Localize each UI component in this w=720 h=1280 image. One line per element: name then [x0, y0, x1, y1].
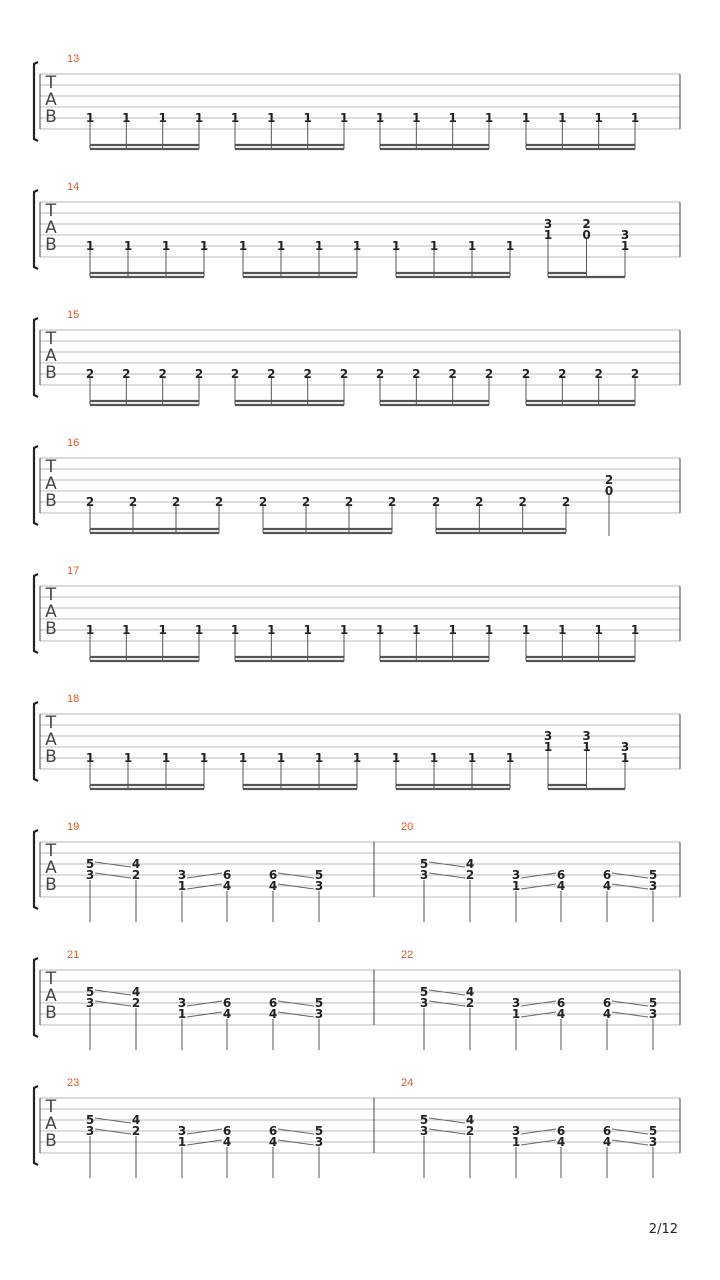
fret-number: 3	[177, 868, 187, 882]
fret-number: 1	[123, 239, 133, 253]
fret-number: 1	[448, 623, 457, 637]
fret-number: 1	[123, 751, 133, 765]
fret-number: 4	[465, 985, 475, 999]
fret-number: 4	[465, 857, 475, 871]
tab-clef-b: B	[45, 747, 57, 767]
fret-number: 1	[238, 751, 248, 765]
fret-number: 1	[177, 879, 187, 893]
fret-number: 1	[582, 740, 591, 754]
measure-number: 19	[67, 821, 80, 833]
fret-number: 1	[391, 239, 401, 253]
fret-number: 1	[199, 239, 209, 253]
fret-number: 6	[556, 868, 566, 882]
fret-number: 0	[582, 228, 591, 242]
fret-number: 3	[620, 740, 630, 754]
fret-number: 2	[484, 367, 494, 381]
fret-number: 1	[158, 111, 167, 125]
tab-clef-t: T	[45, 1097, 57, 1117]
fret-number: 2	[128, 495, 138, 509]
system-brace	[34, 702, 38, 781]
tab-clef-t: T	[45, 73, 57, 93]
fret-number: 1	[505, 751, 515, 765]
measure-number: 16	[67, 437, 80, 449]
measure-number: 18	[67, 693, 80, 705]
tab-clef-a: A	[45, 986, 57, 1006]
fret-number: 2	[131, 996, 141, 1010]
fret-number: 1	[412, 111, 421, 125]
fret-number: 1	[352, 751, 362, 765]
fret-number: 4	[556, 879, 566, 893]
fret-number: 3	[419, 868, 429, 882]
fret-number: 2	[85, 367, 95, 381]
system-brace	[34, 574, 38, 653]
fret-number: 1	[339, 111, 349, 125]
fret-number: 4	[131, 857, 141, 871]
system-brace	[34, 62, 38, 141]
fret-number: 1	[177, 1007, 187, 1021]
fret-number: 2	[561, 495, 571, 509]
fret-number: 1	[543, 228, 553, 242]
fret-number: 1	[429, 751, 439, 765]
fret-number: 1	[375, 623, 385, 637]
fret-number: 2	[582, 217, 591, 231]
fret-number: 4	[268, 1007, 278, 1021]
fret-number: 6	[222, 1124, 232, 1138]
fret-number: 2	[475, 495, 484, 509]
fret-number: 1	[199, 751, 209, 765]
fret-number: 2	[604, 473, 614, 487]
fret-number: 2	[558, 367, 567, 381]
fret-number: 3	[648, 1007, 658, 1021]
fret-number: 5	[85, 985, 95, 999]
fret-number: 3	[620, 228, 630, 242]
tab-clef-t: T	[45, 585, 57, 605]
fret-number: 4	[222, 1135, 232, 1149]
fret-number: 2	[344, 495, 354, 509]
fret-number: 2	[131, 868, 141, 882]
fret-number: 2	[521, 367, 531, 381]
fret-number: 2	[194, 367, 204, 381]
fret-number: 3	[85, 868, 95, 882]
fret-number: 1	[352, 239, 362, 253]
fret-number: 4	[602, 879, 612, 893]
fret-number: 1	[276, 239, 286, 253]
fret-number: 1	[303, 623, 312, 637]
fret-number: 6	[268, 868, 278, 882]
fret-number: 1	[267, 623, 276, 637]
tab-clef-a: A	[45, 346, 57, 366]
fret-number: 1	[238, 239, 248, 253]
fret-number: 3	[85, 1124, 95, 1138]
fret-number: 5	[314, 868, 324, 882]
fret-number: 3	[648, 1135, 658, 1149]
fret-number: 3	[419, 1124, 429, 1138]
fret-number: 5	[85, 857, 95, 871]
fret-number: 3	[648, 879, 658, 893]
fret-number: 2	[303, 367, 312, 381]
fret-number: 4	[602, 1135, 612, 1149]
fret-number: 3	[314, 879, 324, 893]
fret-number: 1	[594, 111, 603, 125]
fret-number: 1	[267, 111, 276, 125]
fret-number: 1	[467, 239, 477, 253]
fret-number: 2	[465, 1124, 475, 1138]
measure-number: 14	[67, 181, 80, 193]
tab-clef-t: T	[45, 841, 57, 861]
measure-number: 22	[401, 949, 414, 961]
fret-number: 1	[194, 111, 204, 125]
fret-number: 5	[648, 868, 658, 882]
fret-number: 3	[314, 1135, 324, 1149]
fret-number: 4	[465, 1113, 475, 1127]
fret-number: 2	[214, 495, 224, 509]
fret-number: 1	[303, 111, 312, 125]
fret-number: 3	[511, 868, 521, 882]
tab-clef-t: T	[45, 201, 57, 221]
measure-number: 20	[401, 821, 414, 833]
fret-number: 3	[511, 1124, 521, 1138]
fret-number: 5	[648, 996, 658, 1010]
fret-number: 6	[222, 868, 232, 882]
tab-clef-t: T	[45, 457, 57, 477]
measure-number: 17	[67, 565, 80, 577]
fret-number: 2	[171, 495, 181, 509]
fret-number: 1	[521, 623, 531, 637]
tab-clef-b: B	[45, 363, 57, 383]
fret-number: 2	[465, 868, 475, 882]
tab-clef-b: B	[45, 1003, 57, 1023]
system-brace	[34, 958, 38, 1037]
tab-clef-a: A	[45, 602, 57, 622]
fret-number: 2	[375, 367, 385, 381]
tab-clef-t: T	[45, 713, 57, 733]
fret-number: 1	[630, 623, 640, 637]
tab-clef-b: B	[45, 875, 57, 895]
fret-number: 3	[511, 996, 521, 1010]
fret-number: 1	[558, 111, 567, 125]
fret-number: 6	[556, 1124, 566, 1138]
fret-number: 3	[177, 1124, 187, 1138]
fret-number: 5	[85, 1113, 95, 1127]
tab-clef-b: B	[45, 107, 57, 127]
fret-number: 4	[131, 1113, 141, 1127]
fret-number: 3	[177, 996, 187, 1010]
fret-number: 5	[419, 985, 429, 999]
fret-number: 1	[484, 111, 494, 125]
fret-number: 1	[230, 111, 240, 125]
fret-number: 1	[314, 239, 324, 253]
fret-number: 3	[582, 729, 591, 743]
fret-number: 1	[85, 239, 95, 253]
fret-number: 3	[85, 996, 95, 1010]
fret-number: 3	[543, 217, 553, 231]
fret-number: 6	[602, 868, 612, 882]
system-brace	[34, 1086, 38, 1165]
fret-number: 1	[314, 751, 324, 765]
measure-number: 13	[67, 53, 80, 65]
fret-number: 4	[602, 1007, 612, 1021]
fret-number: 1	[543, 740, 553, 754]
fret-number: 6	[268, 1124, 278, 1138]
tab-clef-b: B	[45, 491, 57, 511]
fret-number: 1	[505, 239, 515, 253]
fret-number: 6	[222, 996, 232, 1010]
fret-number: 1	[339, 623, 349, 637]
fret-number: 0	[604, 484, 614, 498]
fret-number: 1	[158, 623, 167, 637]
fret-number: 2	[448, 367, 457, 381]
fret-number: 1	[230, 623, 240, 637]
system-brace	[34, 318, 38, 397]
tab-clef-a: A	[45, 218, 57, 238]
fret-number: 1	[161, 751, 171, 765]
fret-number: 1	[85, 623, 95, 637]
fret-number: 1	[620, 239, 630, 253]
tab-clef-a: A	[45, 1114, 57, 1134]
fret-number: 1	[412, 623, 421, 637]
fret-number: 1	[122, 111, 131, 125]
fret-number: 1	[558, 623, 567, 637]
fret-number: 5	[314, 1124, 324, 1138]
tab-clef-t: T	[45, 329, 57, 349]
fret-number: 1	[177, 1135, 187, 1149]
fret-number: 1	[276, 751, 286, 765]
fret-number: 4	[222, 879, 232, 893]
fret-number: 4	[131, 985, 141, 999]
tab-clef-b: B	[45, 235, 57, 255]
fret-number: 2	[630, 367, 640, 381]
fret-number: 4	[268, 879, 278, 893]
fret-number: 3	[543, 729, 553, 743]
fret-number: 1	[484, 623, 494, 637]
fret-number: 1	[429, 239, 439, 253]
fret-number: 4	[556, 1007, 566, 1021]
fret-number: 2	[301, 495, 311, 509]
system-brace	[34, 446, 38, 525]
system-brace	[34, 830, 38, 909]
fret-number: 6	[602, 1124, 612, 1138]
tab-clef-b: B	[45, 619, 57, 639]
fret-number: 2	[230, 367, 240, 381]
tab-clef-b: B	[45, 1131, 57, 1151]
fret-number: 5	[648, 1124, 658, 1138]
measure-number: 15	[67, 309, 80, 321]
fret-number: 1	[511, 879, 521, 893]
tab-clef-a: A	[45, 474, 57, 494]
tab-clef-a: A	[45, 858, 57, 878]
fret-number: 2	[85, 495, 95, 509]
fret-number: 1	[194, 623, 204, 637]
fret-number: 1	[511, 1007, 521, 1021]
fret-number: 1	[630, 111, 640, 125]
system-brace	[34, 190, 38, 269]
fret-number: 6	[602, 996, 612, 1010]
fret-number: 2	[431, 495, 441, 509]
fret-number: 3	[314, 1007, 324, 1021]
fret-number: 3	[419, 996, 429, 1010]
fret-number: 1	[594, 623, 603, 637]
fret-number: 2	[387, 495, 397, 509]
fret-number: 1	[161, 239, 171, 253]
fret-number: 4	[556, 1135, 566, 1149]
fret-number: 6	[268, 996, 278, 1010]
fret-number: 2	[465, 996, 475, 1010]
fret-number: 6	[556, 996, 566, 1010]
measure-number: 23	[67, 1077, 80, 1089]
fret-number: 1	[521, 111, 531, 125]
measure-number: 21	[67, 949, 80, 961]
fret-number: 2	[158, 367, 167, 381]
measure-number: 24	[401, 1077, 414, 1089]
page-number: 2/12	[648, 1222, 678, 1237]
tab-clef-a: A	[45, 730, 57, 750]
fret-number: 2	[131, 1124, 141, 1138]
fret-number: 1	[467, 751, 477, 765]
tab-clef-a: A	[45, 90, 57, 110]
fret-number: 2	[339, 367, 349, 381]
fret-number: 5	[419, 857, 429, 871]
fret-number: 1	[391, 751, 401, 765]
fret-number: 4	[222, 1007, 232, 1021]
fret-number: 1	[85, 751, 95, 765]
fret-number: 1	[620, 751, 630, 765]
fret-number: 1	[375, 111, 385, 125]
fret-number: 5	[314, 996, 324, 1010]
fret-number: 2	[267, 367, 276, 381]
fret-number: 1	[511, 1135, 521, 1149]
fret-number: 2	[122, 367, 131, 381]
fret-number: 5	[419, 1113, 429, 1127]
fret-number: 1	[85, 111, 95, 125]
fret-number: 1	[122, 623, 131, 637]
fret-number: 1	[448, 111, 457, 125]
fret-number: 4	[268, 1135, 278, 1149]
fret-number: 2	[258, 495, 268, 509]
fret-number: 2	[518, 495, 527, 509]
fret-number: 2	[594, 367, 603, 381]
tab-clef-t: T	[45, 969, 57, 989]
fret-number: 2	[412, 367, 421, 381]
